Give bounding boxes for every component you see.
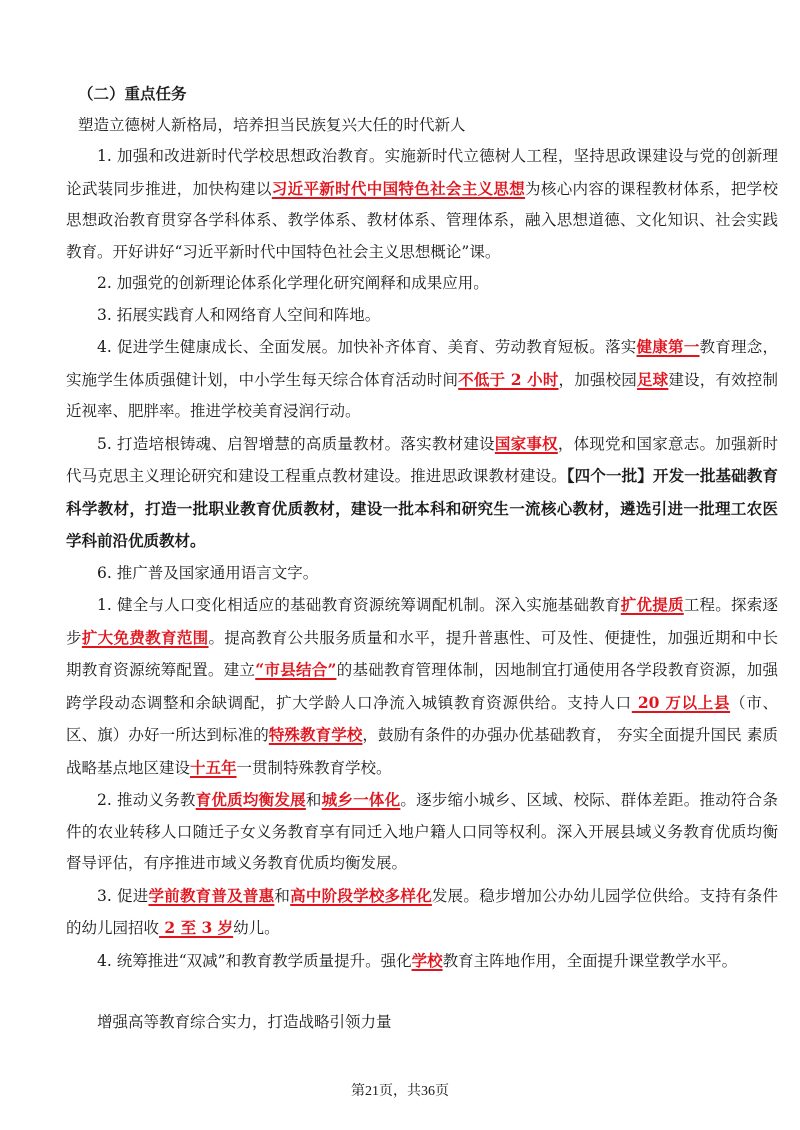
document-body xyxy=(66,78,778,1039)
highlight-xi-thought: 习近平新时代中国特色社会主义思想 xyxy=(271,178,526,198)
highlight-expand-quality: 扩优提质 xyxy=(620,595,684,614)
page-number: 第21页，共36页 xyxy=(351,1084,449,1099)
highlight-special-school: 特殊教育学校 xyxy=(268,725,363,744)
basic-edu-item-1: 1. 健全与人口变化相适应的基础教育资源统筹调配机制。深入实施基础教育扩优提质工程。探索逐步扩大免费教育范围。提高教育公共服务质量和水平，提升普惠性、可及性、便捷性，加强近期和中长期教育资源统筹配置。建立“市县结合”的基础教育管理体制，因地制宜打通使用各学段教育资源，加强跨学段动态调整和余缺调配，扩大学龄人口净流入城镇教育资源供给。支持人口 20 万以上县（市、区、旗）办好一所达到标准的特殊教育学校，鼓励有条件的办强办优基础教育， 夯实全面提升国民 素质战略基点地区建设十五年一贯制特殊教育学校。 xyxy=(66,595,778,777)
highlight-free-education: 扩大免费教育范围 xyxy=(81,627,209,647)
paragraph-3: 3. 拓展实践育人和网络育人空间和阵地。 xyxy=(97,305,381,324)
four-batches-text: 【四个一批】开发一批基础教育科学教材，打造一批职业教育优质教材，建设一批本科和研究生一流核心教材，遴选引进一批理工农医学科前沿优质教材。 xyxy=(66,466,778,550)
highlight-school: 学校 xyxy=(411,950,443,970)
highlight-fifteen-years: 十五年 xyxy=(190,757,237,777)
section-lead: 塑造立德树人新格局，培养担当民族复兴大任的时代新人 xyxy=(78,115,466,134)
highlight-city-county: “市县结合” xyxy=(255,660,337,679)
basic-edu-item-4: 4. 统筹推进“双减”和教育教学质量提升。强化学校教育主阵地作用，全面提升课堂教学水平。 xyxy=(97,950,738,970)
spacer xyxy=(66,977,778,1007)
paragraph-5: 5. 打造培根铸魂、启智增慧的高质量教材。落实教材建设国家事权，体现党和国家意志。加强新时代马克思主义理论研究和建设工程重点教材建设。推进思政课教材建设。【四个一批】开发一批基础教育科学教材，打造一批职业教育优质教材，建设一批本科和研究生一流核心教材，遴选引进一批理工农医学科前沿优质教材。 xyxy=(66,433,778,550)
highlight-200k-county: 20 万以上县 xyxy=(631,692,731,712)
highlight-national-authority: 国家事权 xyxy=(494,433,558,453)
highlight-urban-rural: 城乡一体化 xyxy=(321,790,401,809)
highlight-football: 足球 xyxy=(636,369,669,389)
basic-edu-item-2: 2. 推动义务教育优质均衡发展和城乡一体化。逐步缩小城乡、区域、校际、群体差距。推动符合条件的农业转移人口随迁子女义务教育享有同迁入地户籍人口同等权利。深入开展县域义务教育优质均衡督导评估，有序推进市域义务教育优质均衡发展。 xyxy=(66,790,778,872)
section-heading: （二）重点任务 xyxy=(78,84,187,103)
highlight-age-2-3: 2 至 3 岁 xyxy=(159,918,234,937)
paragraph-1: 1. 加强和改进新时代学校思想政治教育。实施新时代立德树人工程，坚持思政课建设与党的创新理论武装同步推进，加快构建以习近平新时代中国特色社会主义思想为核心内容的课程教材体系，把学校思想政治教育贯穿各学科体系、教学体系、教材体系、管理体系，融入思想道德、文化知识、社会实践教育。开好讲好“习近平新时代中国特色社会主义思想概论”课。 xyxy=(66,147,778,261)
highlight-preschool: 学前教育普及普惠 xyxy=(148,885,275,905)
paragraph-6: 6. 推广普及国家通用语言文字。 xyxy=(97,563,319,582)
highlight-balanced-development: 育优质均衡发展 xyxy=(195,790,306,809)
highlight-high-school: 高中阶段学校多样化 xyxy=(290,885,432,905)
highlight-two-hours: 不低于 2 小时 xyxy=(458,369,559,389)
basic-edu-item-3: 3. 促进学前教育普及普惠和高中阶段学校多样化发展。稳步增加公办幼儿园学位供给。支持有条件的幼儿园招收 2 至 3 岁幼儿。 xyxy=(66,885,778,937)
paragraph-2: 2. 加强党的创新理论体系化学理化研究阐释和成果应用。 xyxy=(97,274,489,292)
paragraph-4: 4. 促进学生健康成长、全面发展。加快补齐体育、美育、劳动教育短板。落实健康第一教育理念，实施学生体质强健计划，中小学生每天综合体育活动时间不低于 2 小时，加强校园足球建设，有效控制近视率、肥胖率。推进学校美育浸润行动。 xyxy=(66,337,778,420)
closing-heading: 增强高等教育综合实力，打造战略引领力量 xyxy=(97,1013,392,1031)
highlight-health-first: 健康第一 xyxy=(636,337,700,356)
